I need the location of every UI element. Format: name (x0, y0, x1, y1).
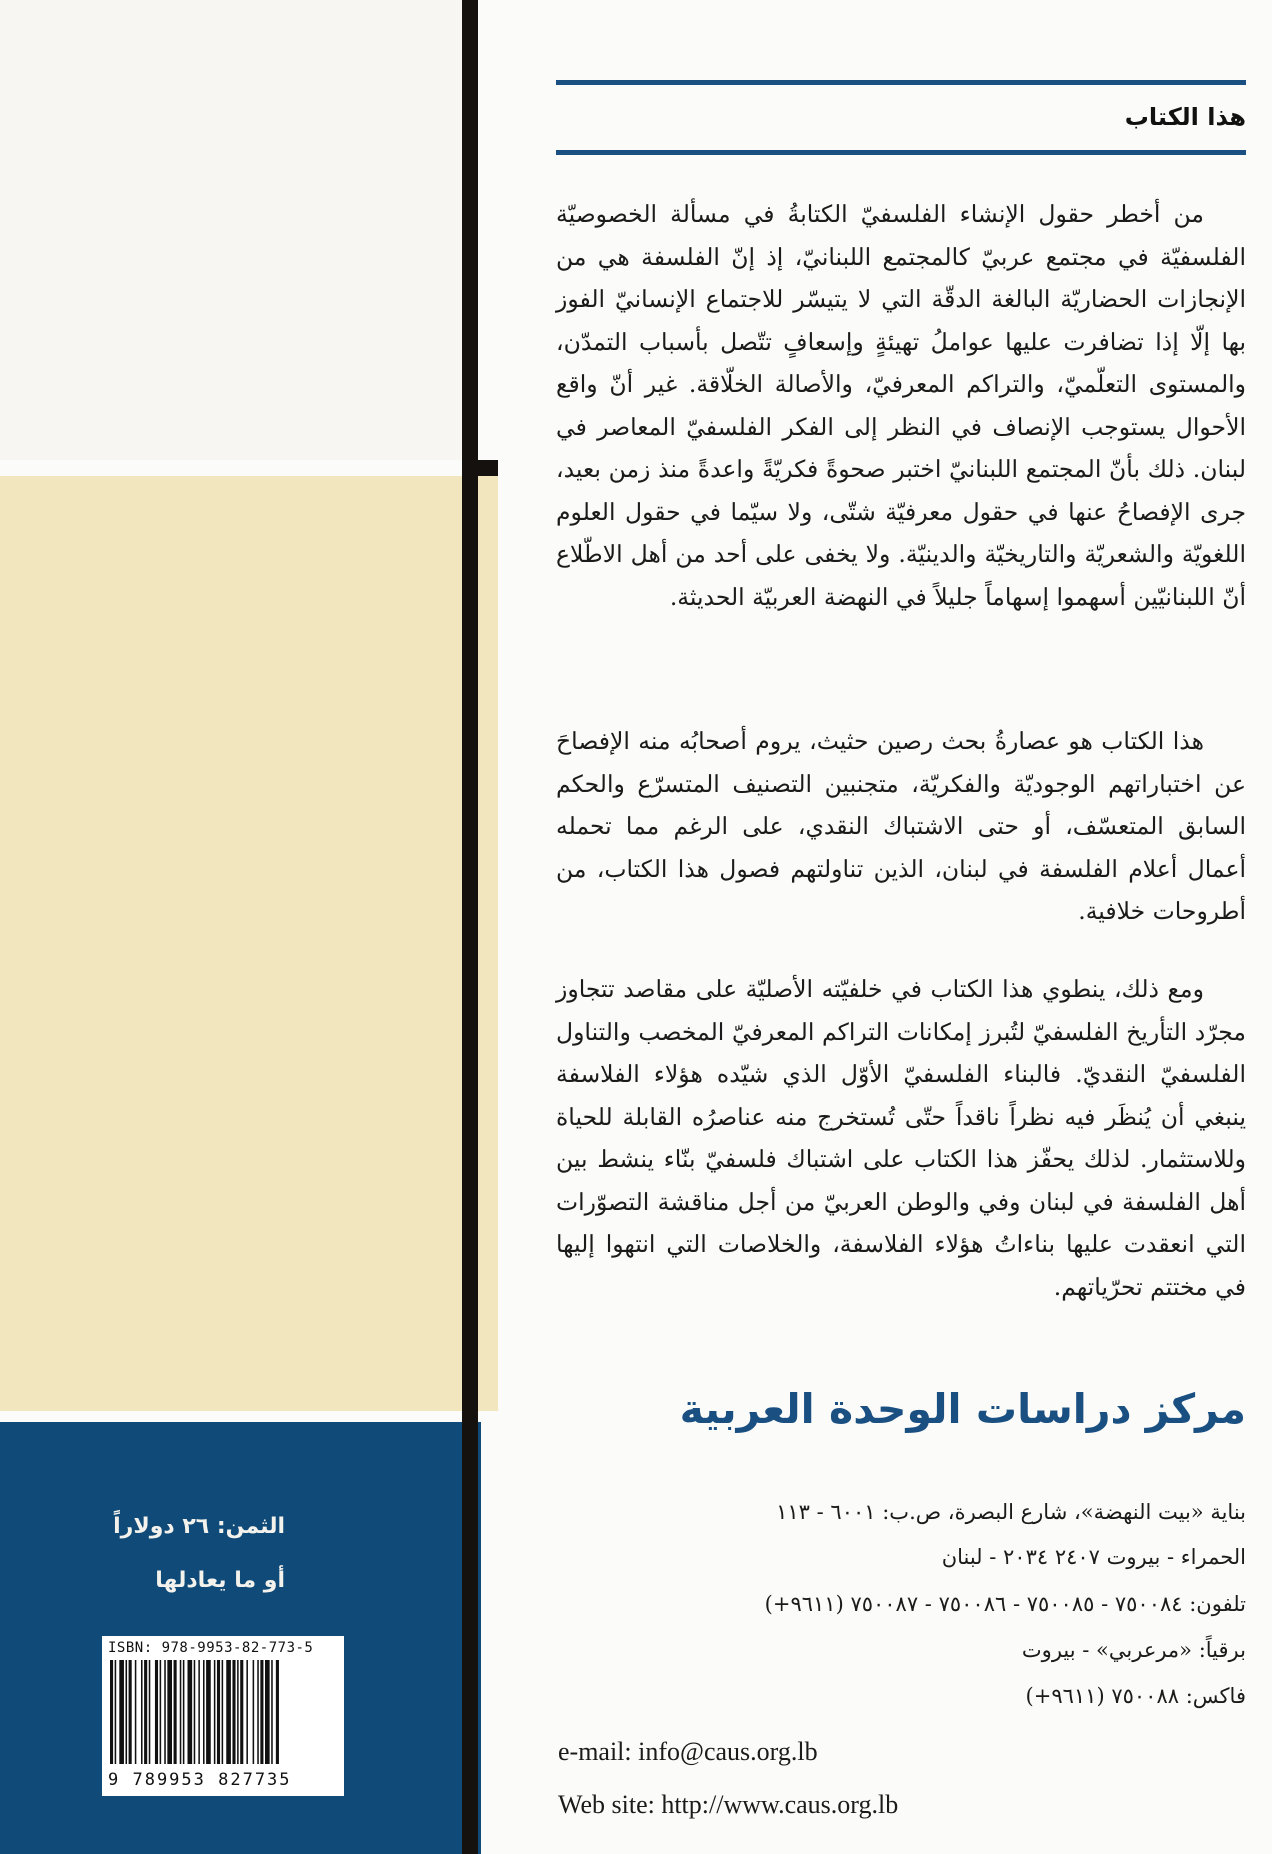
barcode-bar (206, 1660, 211, 1764)
address-line: الحمراء - بيروت ٢٤٠٧ ٢٠٣٤ - لبنان (941, 1545, 1246, 1569)
publisher-name: مركز دراسات الوحدة العربية (679, 1385, 1246, 1433)
barcode-bar (246, 1660, 248, 1764)
barcode-bar (214, 1660, 216, 1764)
price-label: الثمن: ٢٦ دولاراً (113, 1514, 285, 1539)
barcode-bar (174, 1660, 177, 1764)
blurb-paragraph-1: من أخطر حقول الإنشاء الفلسفيّ الكتابةُ في مسألة الخصوصيّة الفلسفيّة في مجتمع عربيّ كالمجتمع اللبنانيّ، إذ إنّ الفلسفة هي من الإنجازات الحضاريّة البالغة الدقّة التي لا يتيسّر للاجتماع الإنسانيّ الفوز بها إلّا إذا تضافرت عليها عواملُ تهيئةٍ وإسعافٍ تتّصل بأسباب التمدّن، والمستوى التعلّميّ، والتراكم المعرفيّ، والأصالة الخلّاقة. غير أنّ واقع الأحوال يستوجب الإنصاف في النظر إلى الفكر الفلسفيّ المعاصر في لبنان. ذلك بأنّ المجتمع اللبنانيّ اختبر صحوةً فكريّةً واعدةً منذ زمن بعيد، جرى الإفصاحُ عنها في حقول معرفيّة شتّى، ولا سيّما في حقول العلوم اللغويّة والشعريّة والتاريخيّة والدينيّة. ولا يخفى على أحد من أهل الاطّلاع أنّ اللبنانيّين أسهموا إسهاماً جليلاً في النهضة العربيّة الحديثة. (556, 200, 1246, 611)
barcode-bar (276, 1660, 279, 1764)
barcode-bar (155, 1660, 158, 1764)
barcode-bar (183, 1660, 185, 1764)
barcode-bar (237, 1660, 239, 1764)
barcode-bar (167, 1660, 172, 1764)
barcode-bar (194, 1660, 196, 1764)
price-note: أو ما يعادلها (155, 1568, 285, 1593)
email-line: e-mail: info@caus.org.lb (558, 1737, 818, 1766)
barcode-bar (217, 1660, 220, 1764)
barcode-bar (110, 1660, 113, 1764)
barcode-bar (141, 1660, 143, 1764)
phone-line: تلفون: ٧٥٠٠٨٤ - ٧٥٠٠٨٥ - ٧٥٠٠٨٦ - ٧٥٠٠٨٧ (٩٦١١+) (764, 1592, 1246, 1616)
barcode-bar (265, 1660, 270, 1764)
blurb-paragraph-2: هذا الكتاب هو عصارةُ بحث رصين حثيث، يروم أصحابُه منه الإفصاحَ عن اختباراتهم الوجوديّة والفكريّة، متجنبين التصنيف المتسرّع والحكم السابق المتعسّف، أو حتى الاشتباك النقدي، على الرغم مما تحمله أعمال أعلام الفلسفة في لبنان، الذين تناولتهم فصول هذا الكتاب، من أطروحات خلافية. (556, 727, 1247, 925)
blurb-paragraph-3: ومع ذلك، ينطوي هذا الكتاب في خلفيّته الأصليّة على مقاصد تتجاوز مجرّد التأريخ الفلسفيّ لتُبرز إمكانات التراكم المعرفيّ المخصب والتناول الفلسفيّ النقديّ. فالبناء الفلسفيّ الأوّل الذي شيّده هؤلاء الفلاسفة ينبغي أن يُنظَر فيه نظراً ناقداً حتّى تُستخرج منه عناصرُه القابلة للحياة وللاستثمار. لذلك يحفّز هذا الكتاب على اشتباك فلسفيّ بنّاء ينشط بين أهل الفلسفة في لبنان وفي والوطن العربيّ من أجل مناقشة التصوّرات التي انعقدت عليها بناءاتُ هؤلاء الفلاسفة، والخلاصات التي انتهوا إليها في مختتم تحرّياتهم. (556, 975, 1246, 1301)
heading-rule-top (556, 80, 1246, 85)
barcode-bar (149, 1660, 151, 1764)
barcode-bar (240, 1660, 243, 1764)
barcode-bar (160, 1660, 162, 1764)
barcode-bar (271, 1660, 273, 1764)
heading-rule-bottom (556, 150, 1246, 155)
website-line: Web site: http://www.caus.org.lb (558, 1790, 899, 1819)
cover-left-beige-panel (0, 476, 498, 1411)
barcode-bar (226, 1660, 231, 1764)
barcode-bar (144, 1660, 147, 1764)
barcode-number: 9 789953 827735 (108, 1770, 292, 1790)
isbn-barcode (102, 1636, 344, 1796)
barcode-icon (108, 1660, 336, 1764)
barcode-bar (129, 1660, 132, 1764)
barcode-bar (253, 1660, 255, 1764)
barcode-bar (232, 1660, 235, 1764)
book-spine (462, 0, 478, 1854)
spine-ledge (462, 460, 498, 476)
address-line: بناية «بيت النهضة»، شارع البصرة، ص.ب: ٦٠٠١ - ١١٣ (776, 1500, 1246, 1524)
barcode-bar (135, 1660, 137, 1764)
barcode-bar (180, 1660, 182, 1764)
cover-left-white-panel (0, 0, 462, 460)
barcode-bar (257, 1660, 259, 1764)
barcode-bar (119, 1660, 124, 1764)
barcode-bar (222, 1660, 224, 1764)
barcode-bar (203, 1660, 205, 1764)
barcode-bar (164, 1660, 166, 1764)
barcode-bar (260, 1660, 263, 1764)
fax-line: فاكس: ٧٥٠٠٨٨ (٩٦١١+) (1025, 1684, 1246, 1708)
barcode-bar (126, 1660, 128, 1764)
telegram-line: برقياً: «مرعربي» - بيروت (1021, 1638, 1246, 1662)
isbn-label: ISBN: 978-9953-82-773-5 (108, 1640, 314, 1656)
section-heading: هذا الكتاب (1124, 103, 1246, 131)
barcode-bar (115, 1660, 117, 1764)
barcode-bar (188, 1660, 193, 1764)
barcode-bar (198, 1660, 200, 1764)
